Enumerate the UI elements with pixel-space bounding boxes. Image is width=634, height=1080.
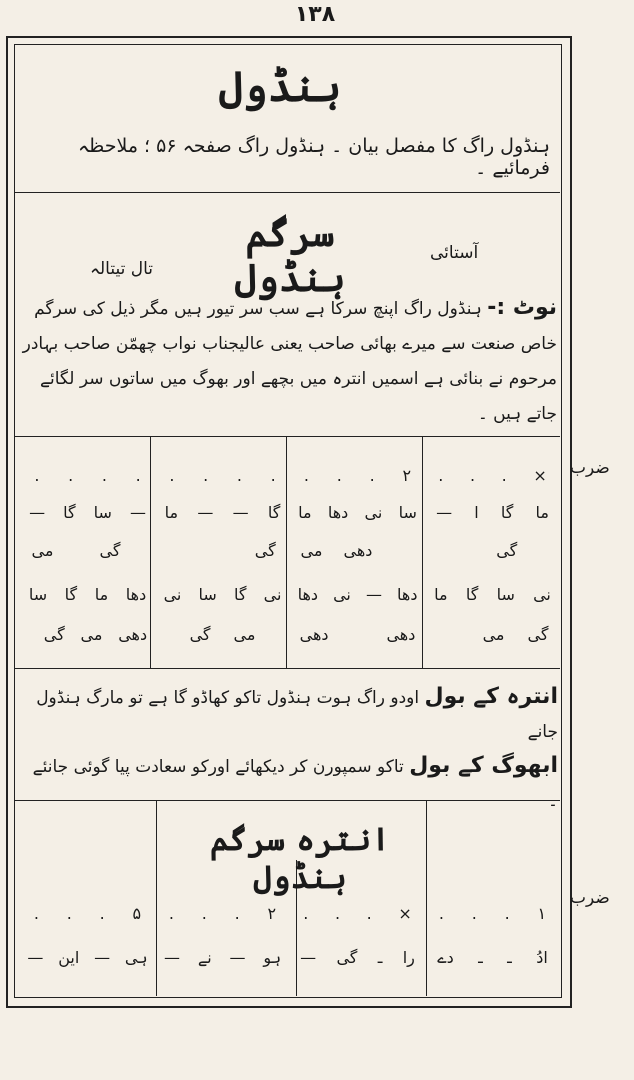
note-lead: نوٹ :- [487,295,557,320]
table1-row-d: گی می دھی دھی می گی دھی می گی [43,624,549,644]
table2-top-border [15,800,560,801]
table1-row-c: نی سا گا ما دھا — نی دھا نی گا سا نی دھا ما گا سا [28,584,551,604]
page-number: ۱۳۸ [294,2,336,27]
intro-text: ہنڈول راگ کا مفصل بیان ۔ ہنڈول راگ صفحہ ۵۶ ؛ ملاحظہ فرمائیے ۔ [78,135,550,179]
note-text: ہنڈول راگ اپنچ سرکا ہے سب سر تیور ہیں مگر ذیل کی سرگم خاص صنعت سے میرے بھائی صاحب یعنی عالیجناب نواب چھمّن صاحب بہادر مرحوم نے بنائی ہے اسمیں انترہ میں بچھے اور بھوگ میں ساتوں سر لگائے جاتے ہیں ۔ [22,299,557,424]
sargam-title: سرگم ہنڈول [234,210,346,300]
abhog-lead: ابھوگ کے بول [409,753,558,778]
divider [15,192,560,193]
asthai-label: آستائی [430,243,479,263]
table1-markers: × . . . ۲ . . . . . . . . . . . [34,465,547,485]
zarb-label: ضرب [570,458,610,478]
table1-top-border [15,436,560,437]
note-paragraph [22,290,557,432]
antara-text: انترہ کے بول اودو راگ ہوت ہنڈول تاکو کھاڈو گا ہے تو مارگ ہنڈول جانے ابھوگ کے بول تاکو سمپورن کر دیکھائے اورکو سعادت پیا گوئی جانئے ۔ [32,684,558,811]
antara-lead: انترہ کے بول [424,684,558,709]
antara-sargam-title: انترہ سرگم ہنڈول [210,820,390,896]
table1-row-b: گی دھی می گی گی می [31,540,518,560]
table1-row-a: ما گا ا — سا نی دھا ما گا — — ما — سا گا — [29,502,549,522]
taal-label: تال تیتالہ [90,259,153,279]
table2-row-a: ادُ ـ ـ دے را ـ گی — ہو — نے — ہی — این — [27,947,548,967]
page-title: ہنڈول [218,62,342,111]
table1-bottom-border [15,668,560,669]
zarb-label-2: ضرب [570,888,610,908]
table2-markers: ۱ . . . × . . . ۲ . . . ۵ . . . [33,903,547,923]
